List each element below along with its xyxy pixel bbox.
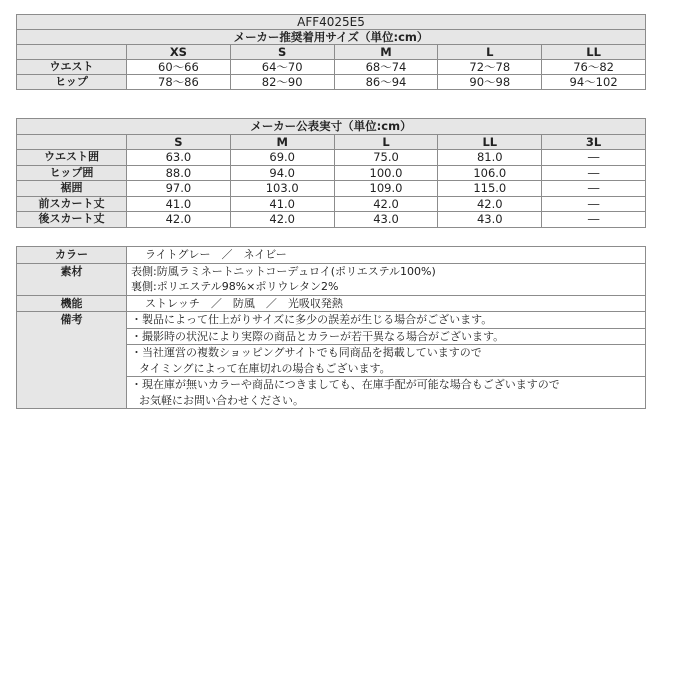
info-row-notes-1 <box>17 312 646 329</box>
note-line: ・製品によって仕上がりサイズに多少の誤差が生じる場合がございます。 <box>131 313 493 326</box>
size-header: LL <box>542 45 646 60</box>
note-line: ・撮影時の状況により実際の商品とカラーが若干異なる場合がございます。 <box>131 329 505 343</box>
table-cell: 81.0 <box>438 150 542 166</box>
note-line: タイミングによって在庫切れの場合もございます。 <box>139 361 391 375</box>
table-row <box>17 150 646 166</box>
corner-cell <box>17 45 127 60</box>
table-cell: 82～90 <box>230 75 334 90</box>
table-cell: 115.0 <box>438 181 542 197</box>
table-row <box>17 212 646 228</box>
table-cell: 106.0 <box>438 165 542 181</box>
material-line: 表側:防風ラミネートニットコーデュロイ(ポリエステル100%) <box>131 264 436 278</box>
table-cell: 100.0 <box>334 165 438 181</box>
table-cell: 42.0 <box>334 196 438 212</box>
note-item <box>127 328 646 345</box>
table-cell: 42.0 <box>127 212 231 228</box>
color-value: ライトグレー ／ ネイビー <box>127 247 646 264</box>
row-label: ヒップ囲 <box>17 165 127 181</box>
size-header: M <box>334 45 438 60</box>
table-cell: 78～86 <box>127 75 231 90</box>
table-row <box>17 165 646 181</box>
table-cell: ― <box>542 165 646 181</box>
table-row <box>17 181 646 197</box>
note-line: ・現在庫が無いカラーや商品につきましても、在庫手配が可能な場合もございますので <box>131 378 560 391</box>
table-row <box>17 196 646 212</box>
function-value: ストレッチ ／ 防風 ／ 光吸収発熱 <box>127 295 646 312</box>
table-cell: 42.0 <box>230 212 334 228</box>
table-cell: 68～74 <box>334 60 438 75</box>
table-cell: ― <box>542 196 646 212</box>
info-row-color <box>17 247 646 264</box>
recommended-size-table <box>16 14 646 90</box>
size-header: S <box>230 45 334 60</box>
table-cell: 90～98 <box>438 75 542 90</box>
size-header: S <box>127 134 231 150</box>
row-label: 裾囲 <box>17 181 127 197</box>
table-cell: 86～94 <box>334 75 438 90</box>
size-header: XS <box>127 45 231 60</box>
size-header: M <box>230 134 334 150</box>
table-cell: 94～102 <box>542 75 646 90</box>
row-label: ウエスト囲 <box>17 150 127 166</box>
recommended-title: メーカー推奨着用サイズ（単位:cm） <box>17 30 646 45</box>
corner-cell <box>17 134 127 150</box>
table-cell: 72～78 <box>438 60 542 75</box>
material-line: 裏側:ポリエステル98%×ポリウレタン2% <box>131 280 339 293</box>
table-cell: 76～82 <box>542 60 646 75</box>
material-label: 素材 <box>17 263 127 295</box>
row-label: 前スカート丈 <box>17 196 127 212</box>
note-item <box>127 377 646 409</box>
table-cell: 41.0 <box>127 196 231 212</box>
model-number: AFF4025E5 <box>17 15 646 30</box>
table-cell: ― <box>542 181 646 197</box>
note-item <box>127 312 646 329</box>
table-cell: 97.0 <box>127 181 231 197</box>
table-cell: 109.0 <box>334 181 438 197</box>
size-header: LL <box>438 134 542 150</box>
measured-title: メーカー公表実寸（単位:cm） <box>17 119 646 135</box>
table-cell: 94.0 <box>230 165 334 181</box>
size-header: L <box>438 45 542 60</box>
function-label: 機能 <box>17 295 127 312</box>
measured-size-table <box>16 118 646 228</box>
material-value <box>127 263 646 295</box>
table-cell: 103.0 <box>230 181 334 197</box>
color-label: カラー <box>17 247 127 264</box>
table-cell: 88.0 <box>127 165 231 181</box>
size-header: 3L <box>542 134 646 150</box>
table-cell: 64～70 <box>230 60 334 75</box>
table-cell: 43.0 <box>438 212 542 228</box>
product-info-table <box>16 246 646 409</box>
row-label: ウエスト <box>17 60 127 75</box>
row-label: 後スカート丈 <box>17 212 127 228</box>
size-header: L <box>334 134 438 150</box>
table-row <box>17 75 646 90</box>
table-cell: 69.0 <box>230 150 334 166</box>
table-cell: 43.0 <box>334 212 438 228</box>
table-cell: 41.0 <box>230 196 334 212</box>
info-row-function <box>17 295 646 312</box>
table-cell: 60～66 <box>127 60 231 75</box>
table-cell: 63.0 <box>127 150 231 166</box>
table-cell: 75.0 <box>334 150 438 166</box>
table-cell: ― <box>542 212 646 228</box>
note-item <box>127 345 646 377</box>
table-row <box>17 60 646 75</box>
row-label: ヒップ <box>17 75 127 90</box>
note-line: ・当社運営の複数ショッピングサイトでも同商品を掲載していますので <box>131 346 482 359</box>
table-cell: ― <box>542 150 646 166</box>
info-row-material <box>17 263 646 295</box>
notes-label: 備考 <box>17 312 127 409</box>
table-cell: 42.0 <box>438 196 542 212</box>
note-line: お気軽にお問い合わせください。 <box>139 393 304 407</box>
